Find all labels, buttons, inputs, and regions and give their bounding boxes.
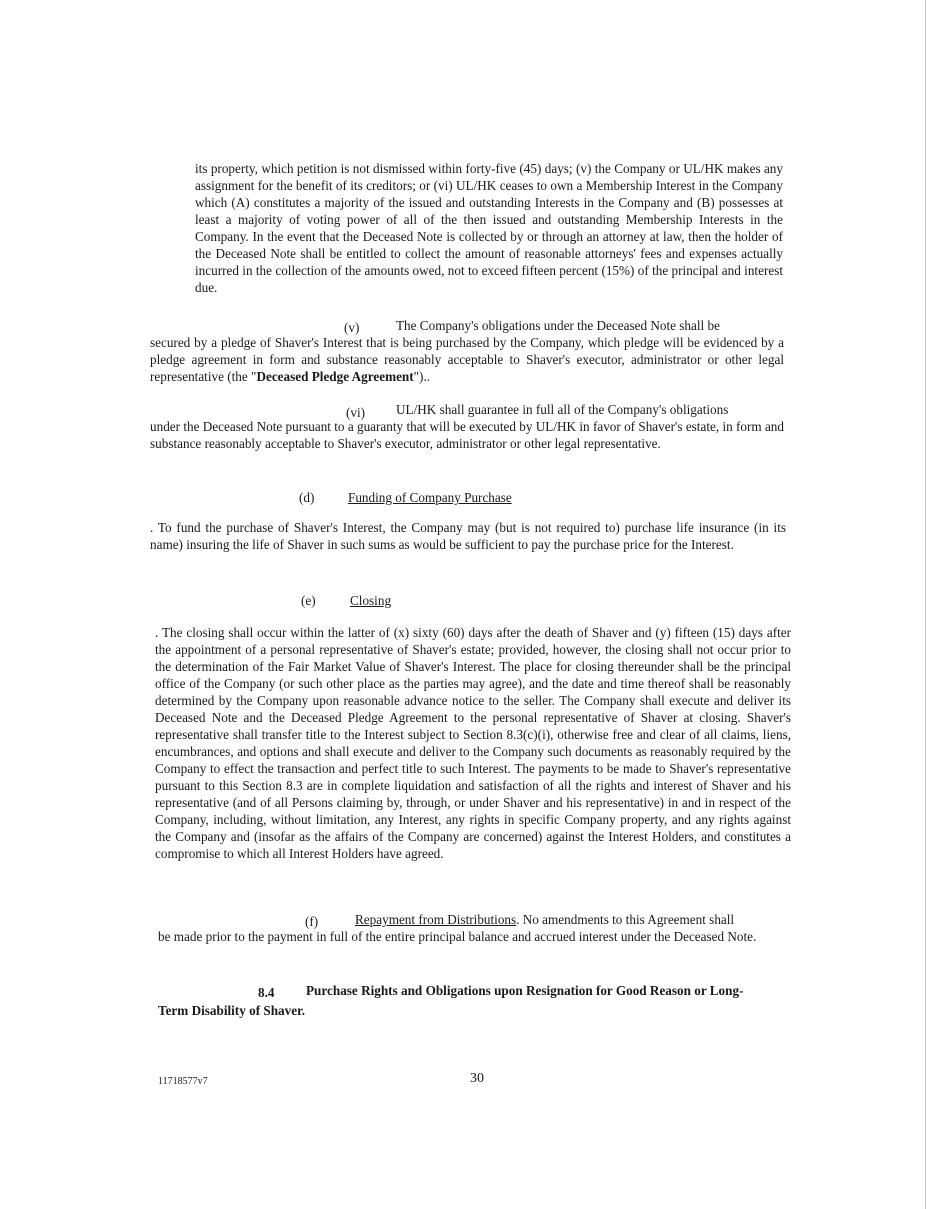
item-v-label: (v) xyxy=(344,320,360,335)
item-v-text: secured by a pledge of Shaver's Interest that is being purchased by the Company, which pledge will be evidenced by a pledge agreement in form and substance reasonably acceptable to Shaver's executor, administrator or other legal representative (the " xyxy=(150,335,784,384)
section-f-title: Repayment from Distributions xyxy=(355,912,517,927)
item-v-end: ").. xyxy=(413,369,431,384)
scan-edge-line xyxy=(925,0,926,1209)
section-d-label: (d) xyxy=(299,490,315,505)
section-d-body: . To fund the purchase of Shaver's Interest, the Company may (but is not required to) purchase life insurance (in its name) insuring the life of Shaver in such sums as would be sufficient to pay the purchase price for the Interest. xyxy=(150,520,786,552)
section-8-4-heading-rest: Term Disability of Shaver. xyxy=(158,1003,306,1018)
item-vi-label: (vi) xyxy=(346,405,366,420)
defined-term-deceased-pledge-agreement: Deceased Pledge Agreement xyxy=(256,369,414,384)
item-v-body xyxy=(150,334,784,385)
page-number: 30 xyxy=(470,1071,484,1086)
section-8-4-label: 8.4 xyxy=(258,985,275,1000)
item-vi-body: under the Deceased Note pursuant to a guaranty that will be executed by UL/HK in favor of Shaver's estate, in form and substance reasonably acceptable to Shaver's executor, administrator or other legal representative. xyxy=(150,419,784,451)
section-8-4-heading-first: Purchase Rights and Obligations upon Resignation for Good Reason or Long- xyxy=(306,983,744,998)
section-e-label: (e) xyxy=(301,593,316,608)
section-f-first-line xyxy=(355,911,734,928)
section-e-body: . The closing shall occur within the latter of (x) sixty (60) days after the death of Shaver and (y) fifteen (15) days after the appointment of a personal representative of Shaver's estate; provided, however, the closing shall not occur prior to the determination of the Fair Market Value of Shaver's Interest. The place for closing thereunder shall be the principal office of the Company (or such other place as the parties may agree), and the date and time thereof shall be reasonably determined by the Company upon reasonable advance notice to the seller. The Company shall execute and deliver its Deceased Note and the Deceased Pledge Agreement to the personal representative of Shaver at closing. Shaver's representative shall transfer title to the Interest subject to Section 8.3(c)(i), otherwise free and clear of all claims, liens, encumbrances, and options and shall execute and deliver to the Company such documents as reasonably required by the Company to effect the transaction and perfect title to such Interest. The payments to be made to Shaver's representative pursuant to this Section 8.3 are in complete liquidation and satisfaction of all the rights and interest of Shaver and his representative (and of all Persons claiming by, through, or under Shaver and his representative) in and in respect of the Company, including, without limitation, any Interest, any rights in specific Company property, and any rights against the Company and (insofar as the affairs of the Company are concerned) against the Interest Holders, and constitutes a compromise to which all Interest Holders have agreed. xyxy=(155,625,791,861)
paragraph-events-of-default: its property, which petition is not dismissed within forty-five (45) days; (v) the Company or UL/HK makes any assignment for the benefit of its creditors; or (vi) UL/HK ceases to own a Membership Interest in the Company which (A) constitutes a majority of the issued and outstanding Interests in the Company and (B) possesses at least a majority of voting power of all of the then issued and outstanding Membership Interests in the Company. In the event that the Deceased Note is collected by or through an attorney at law, then the holder of the Deceased Note shall be entitled to collect the amount of reasonable attorneys' fees and expenses actually incurred in the collection of the amounts owed, not to exceed fifteen percent (15%) of the principal and interest due. xyxy=(195,161,783,295)
document-id: 11718577v7 xyxy=(158,1076,208,1087)
section-f-label: (f) xyxy=(305,914,319,929)
section-d-title: Funding of Company Purchase xyxy=(348,490,512,505)
section-f-body: be made prior to the payment in full of the entire principal balance and accrued interest under the Deceased Note. xyxy=(158,929,757,944)
section-e-title: Closing xyxy=(350,593,392,608)
section-f-first-text: . No amendments to this Agreement shall xyxy=(516,912,735,927)
item-vi-first-line: UL/HK shall guarantee in full all of the Company's obligations xyxy=(396,402,729,417)
item-v-first-line: The Company's obligations under the Deceased Note shall be xyxy=(396,318,720,333)
